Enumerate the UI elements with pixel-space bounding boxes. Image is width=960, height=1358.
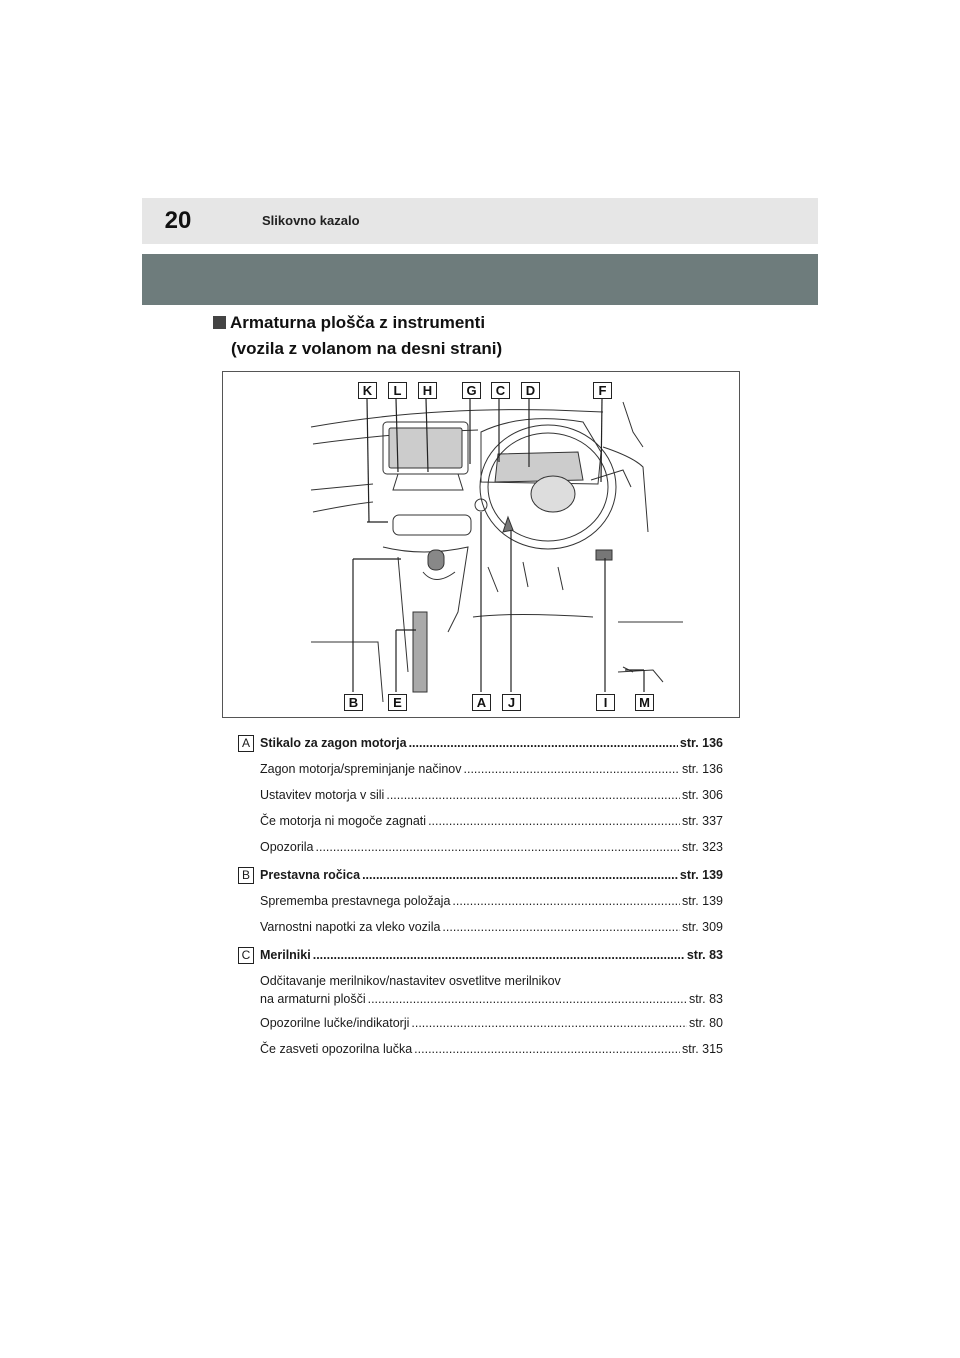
header-band — [142, 254, 818, 305]
dashboard-illustration — [222, 371, 740, 718]
callout-g: G — [462, 382, 481, 399]
page-ref[interactable]: str. 136 — [679, 736, 723, 750]
entry-title: Stikalo za zagon motorja — [260, 736, 407, 750]
sub-entry-continued: na armaturni plošči — [260, 992, 366, 1006]
page-ref[interactable]: str. 315 — [682, 1042, 723, 1056]
entry-title: Merilniki — [260, 948, 311, 962]
callout-k: K — [358, 382, 377, 399]
dashboard-drawing — [223, 372, 741, 719]
page-ref[interactable]: str. 323 — [682, 840, 723, 854]
page-ref[interactable]: str. 136 — [682, 762, 723, 776]
callout-e: E — [388, 694, 407, 711]
sub-entry: Sprememba prestavnega položaja — [260, 894, 451, 908]
callout-l: L — [388, 382, 407, 399]
sub-entry: Če motorja ni mogoče zagnati — [260, 814, 427, 828]
page-ref[interactable]: str. 309 — [682, 920, 723, 934]
page-ref[interactable]: str. 83 — [688, 992, 723, 1006]
index-entries — [238, 728, 723, 1062]
sub-entry: Če zasveti opozorilna lučka — [260, 1042, 413, 1056]
entry-b — [238, 864, 723, 940]
page-header — [142, 198, 818, 244]
sub-entry: Varnostni napotki za vleko vozila — [260, 920, 441, 934]
callout-b: B — [344, 694, 363, 711]
entry-a — [238, 732, 723, 860]
sub-entry: Odčitavanje merilnikov/nastavitev osvetlitve merilnikov — [260, 974, 561, 988]
sub-entry: Opozorilne lučke/indikatorji — [260, 1016, 410, 1030]
section-title-line1: Armaturna plošča z instrumenti — [230, 313, 486, 332]
sub-entry: Zagon motorja/spreminjanje načinov — [260, 762, 462, 776]
page-ref[interactable]: str. 337 — [682, 814, 723, 828]
entry-c — [238, 944, 723, 1062]
sub-entry: Ustavitev motorja v sili — [260, 788, 385, 802]
entry-letter: B — [238, 867, 254, 884]
page-ref[interactable]: str. 139 — [679, 868, 723, 882]
page-number: 20 — [164, 207, 192, 234]
sub-entry: Opozorila — [260, 840, 314, 854]
page-ref[interactable]: str. 139 — [682, 894, 723, 908]
callout-c: C — [491, 382, 510, 399]
header-title: Slikovno kazalo — [262, 213, 360, 228]
callout-m: M — [635, 694, 654, 711]
entry-letter: A — [238, 735, 254, 752]
callout-a: A — [472, 694, 491, 711]
section-title-line2: (vozila z volanom na desni strani) — [231, 339, 503, 358]
callout-j: J — [502, 694, 521, 711]
section-heading — [213, 310, 502, 362]
section-square-icon — [213, 316, 226, 329]
page-ref[interactable]: str. 80 — [688, 1016, 723, 1030]
page-ref[interactable]: str. 306 — [682, 788, 723, 802]
callout-h: H — [418, 382, 437, 399]
callout-d: D — [521, 382, 540, 399]
entry-letter: C — [238, 947, 254, 964]
callout-i: I — [596, 694, 615, 711]
page-ref[interactable]: str. 83 — [686, 948, 723, 962]
entry-title: Prestavna ročica — [260, 868, 361, 882]
callout-f: F — [593, 382, 612, 399]
